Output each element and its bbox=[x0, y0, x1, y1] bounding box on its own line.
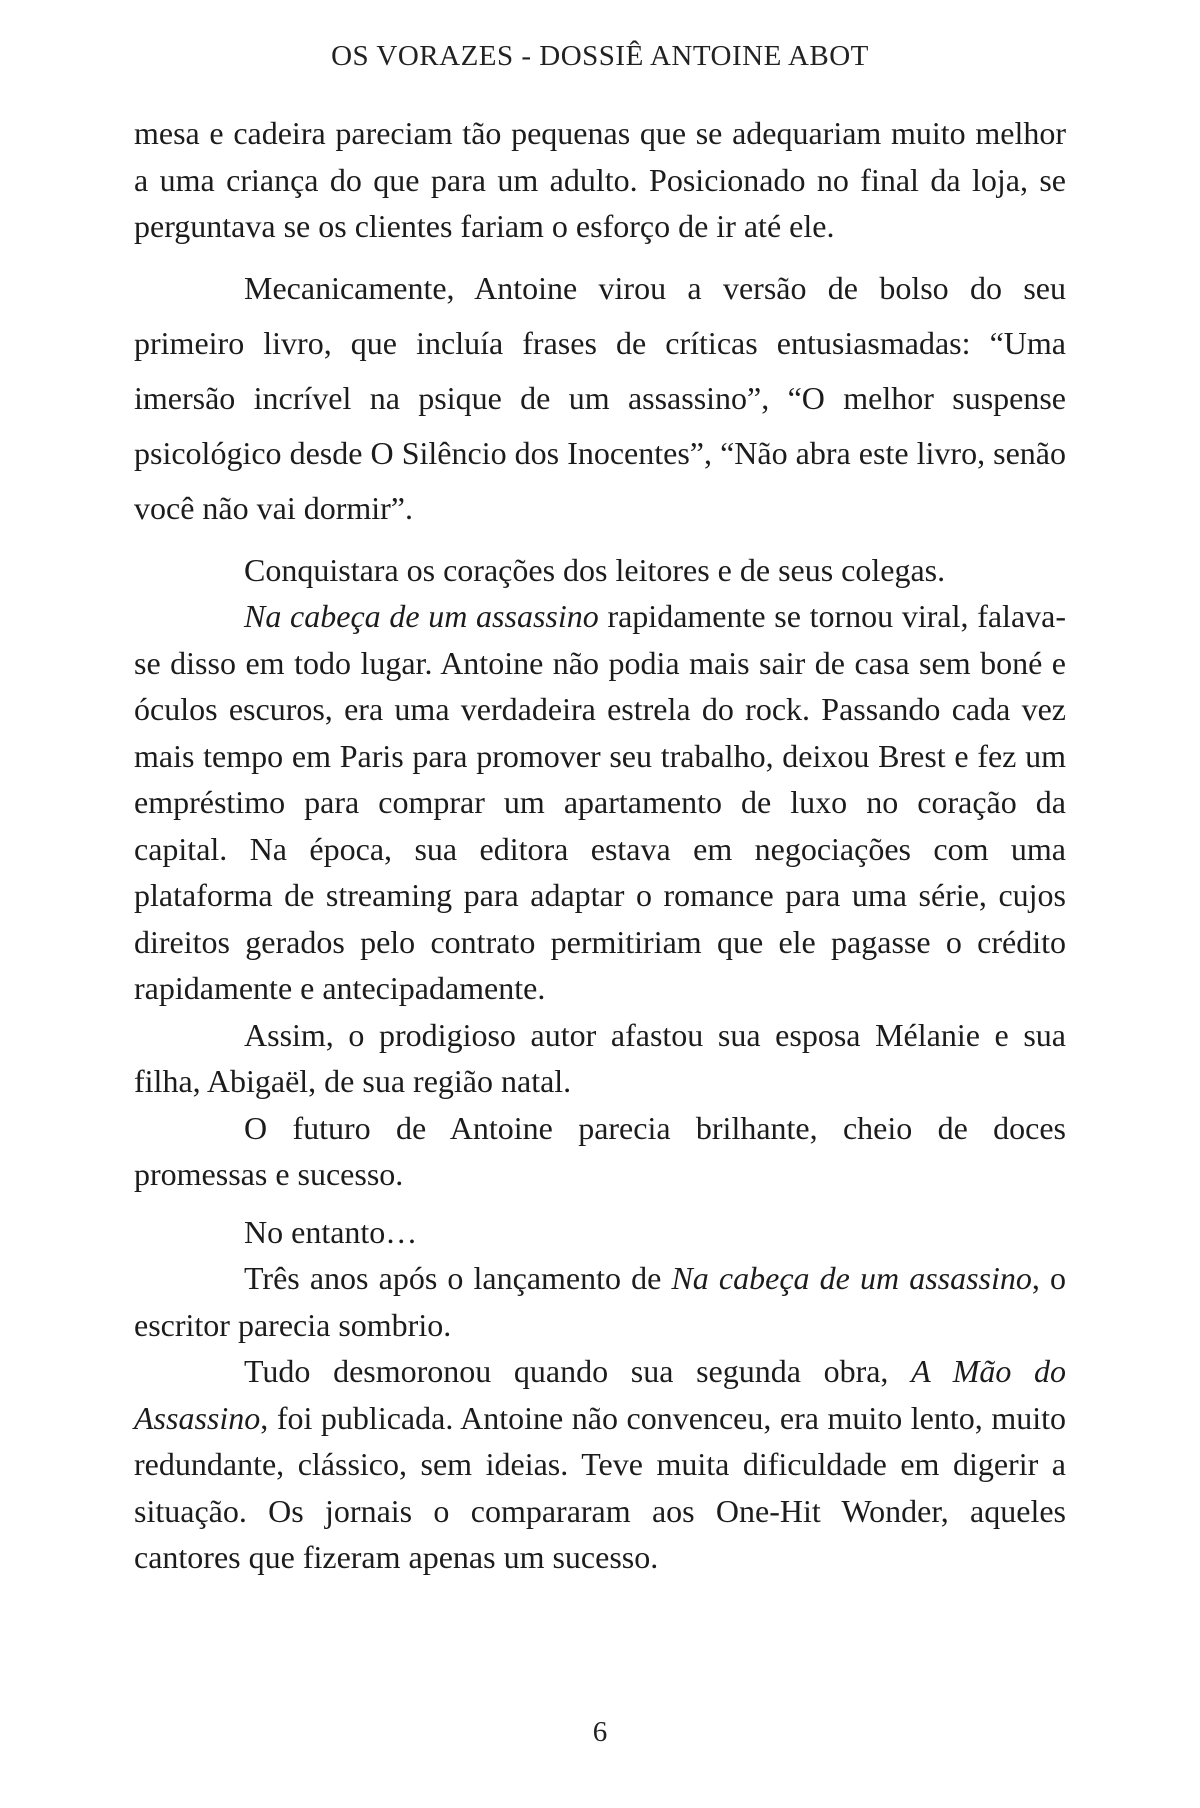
book-title-italic: A Mão do Assassino bbox=[134, 1353, 1067, 1436]
running-header: OS VORAZES - DOSSIÊ ANTOINE ABOT bbox=[331, 40, 869, 72]
paragraph-4 bbox=[134, 593, 1066, 1012]
paragraph-2-text: Mecanicamente, Antoine virou a versão de bolso do seu primeiro livro, que incluía frases de críticas entusiasmadas: “Uma imersão incrível na psique de um assassino”, “O melhor suspense psicológico desde O Silêncio dos Inocentes”, “Não abra este livro, senão você não vai dormir”. bbox=[134, 269, 1066, 526]
paragraph-5-text: Assim, o prodigioso autor afastou sua esposa Mélanie e sua filha, Abigaël, de sua região natal. bbox=[134, 1016, 1066, 1099]
paragraph-9-start: Tudo desmoronou quando sua segunda obra, bbox=[244, 1353, 912, 1389]
paragraph-1 bbox=[134, 110, 1066, 250]
paragraph-1-text: mesa e cadeira pareciam tão pequenas que se adequariam muito melhor a uma criança do que para um adulto. Posicionado no final da loja, se perguntava se os clientes fariam o esforço de ir até ele. bbox=[134, 115, 1066, 244]
paragraph-4-text: rapidamente se tornou viral, falava-se disso em todo lugar. Antoine não podia mais sair de casa sem boné e óculos escuros, era uma verdadeira estrela do rock. Passando cada vez mais tempo em Paris para promover seu trabalho, deixou Brest e fez um empréstimo para comprar um apartamento de luxo no coração da capital. Na época, sua editora estava em negociações com uma plataforma de streaming para adaptar o romance para uma série, cujos direitos gerados pelo contrato permitiriam que ele pagasse o crédito rapidamente e antecipadamente. bbox=[134, 598, 1067, 1006]
paragraph-9-end: , foi publicada. Antoine não convenceu, era muito lento, muito redundante, clássico, sem ideias. Teve muita dificuldade em digerir a situação. Os jornais o compararam aos One-Hit Wonder, aqueles cantores que fizeram apenas um sucesso. bbox=[134, 1399, 1066, 1575]
book-title-italic: Na cabeça de um assassino bbox=[244, 598, 599, 634]
page-number: 6 bbox=[592, 1716, 608, 1748]
body-text bbox=[134, 110, 1066, 1581]
paragraph-6 bbox=[134, 1105, 1066, 1198]
paragraph-3-text: Conquistara os corações dos leitores e de seus colegas. bbox=[244, 551, 946, 588]
paragraph-7-text: No entanto… bbox=[244, 1213, 418, 1250]
paragraph-9 bbox=[134, 1348, 1066, 1581]
paragraph-2 bbox=[134, 261, 1066, 536]
paragraph-8-end: , o escritor parecia sombrio. bbox=[134, 1260, 1067, 1343]
book-title-italic: Na cabeça de um assassino bbox=[671, 1260, 1032, 1296]
paragraph-7 bbox=[134, 1209, 1066, 1256]
paragraph-6-text: O futuro de Antoine parecia brilhante, cheio de doces promessas e sucesso. bbox=[134, 1109, 1066, 1192]
paragraph-8-start: Três anos após o lançamento de bbox=[244, 1260, 672, 1296]
paragraph-3 bbox=[134, 547, 1066, 594]
paragraph-5 bbox=[134, 1012, 1066, 1105]
paragraph-8 bbox=[134, 1255, 1066, 1348]
